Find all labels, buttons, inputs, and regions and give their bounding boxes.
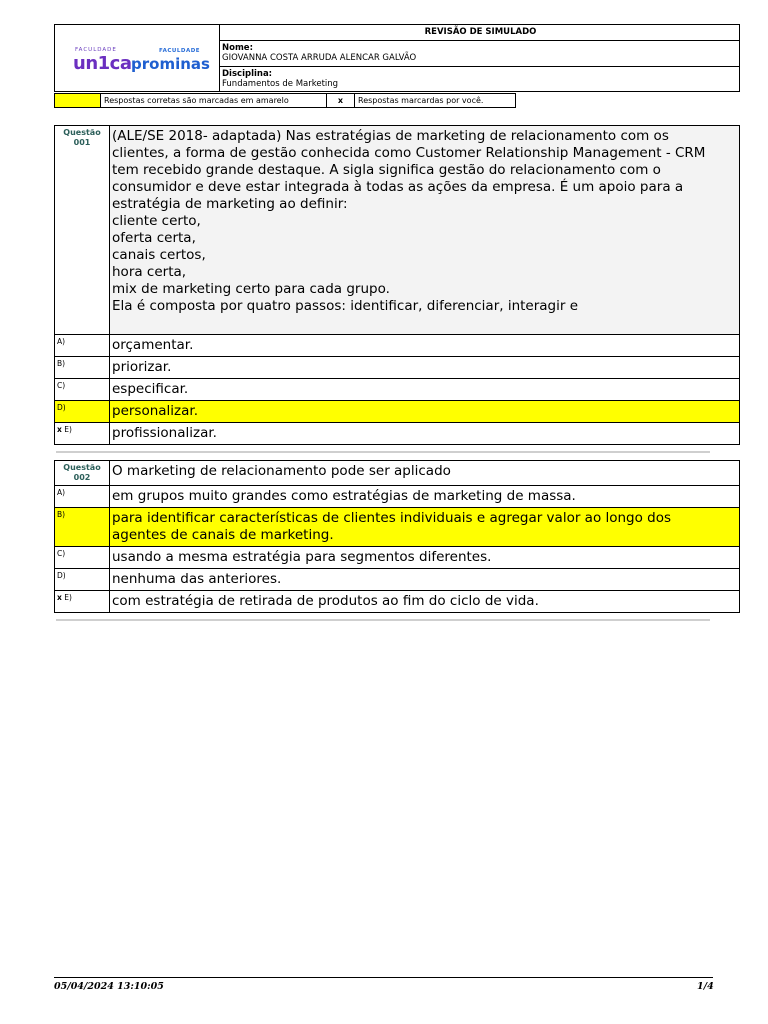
stem-line: Ela é composta por quatro passos: identificar, diferenciar, interagir e — [112, 298, 579, 314]
option-letter-text: E) — [64, 425, 72, 434]
option-letter-text: D) — [57, 571, 66, 580]
option-text: nenhuma das anteriores. — [110, 569, 740, 591]
option-letter — [55, 486, 110, 508]
option-text: em grupos muito grandes como estratégias de marketing de massa. — [110, 486, 740, 508]
logo-small-left: FACULDADE — [75, 47, 117, 53]
logo-cell — [55, 25, 220, 91]
question-number-cell — [55, 461, 110, 486]
option-text: priorizar. — [110, 357, 740, 379]
header-box — [54, 24, 740, 92]
question-stem — [110, 461, 740, 486]
option-text: com estratégia de retirada de produtos ao fim do ciclo de vida. — [110, 591, 740, 613]
legend-correct-text: Respostas corretas são marcadas em amarelo — [100, 93, 327, 108]
option-letter-text: A) — [57, 488, 66, 497]
stem-line: tem recebido grande destaque. A sigla significa gestão do relacionamento com o — [112, 162, 661, 178]
stem-line: mix de marketing certo para cada grupo. — [112, 281, 390, 297]
question-001 — [54, 125, 740, 445]
option-row-d-correct — [55, 401, 740, 423]
question-number: 002 — [73, 473, 91, 482]
question-separator — [56, 619, 710, 621]
option-row-c — [55, 379, 740, 401]
unica-prominas-logo — [73, 45, 210, 74]
stem-line: estratégia de marketing ao definir: — [112, 196, 348, 212]
legend-marked-symbol: x — [326, 93, 355, 108]
option-letter-text: E) — [64, 593, 72, 602]
option-text: orçamentar. — [110, 335, 740, 357]
option-text: profissionalizar. — [110, 423, 740, 445]
option-letter-text: A) — [57, 337, 66, 346]
option-text — [110, 508, 740, 547]
option-letter — [55, 591, 110, 613]
question-stem — [110, 126, 740, 335]
option-letter — [55, 379, 110, 401]
option-letter — [55, 569, 110, 591]
option-row-b — [55, 357, 740, 379]
option-text: personalizar. — [110, 401, 740, 423]
question-separator — [56, 451, 710, 453]
stem-line: consumidor e deve estar integrada à todas as ações da empresa. É um apoio para a — [112, 179, 684, 195]
logo-prominas: prominas — [131, 55, 210, 73]
logo-small-right: FACULDADE — [159, 48, 201, 54]
legend-correct-swatch — [54, 93, 101, 108]
stem-line: canais certos, — [112, 247, 206, 263]
footer-rule — [54, 977, 713, 978]
marked-indicator: x — [57, 425, 62, 434]
stem-line: O marketing de relacionamento pode ser aplicado — [112, 463, 451, 479]
footer-page-number: 1/4 — [697, 981, 714, 992]
option-letter — [55, 357, 110, 379]
question-number: 001 — [73, 138, 91, 147]
name-row — [220, 41, 739, 67]
discipline-label: Disciplina: — [222, 69, 273, 79]
option-row-d — [55, 569, 740, 591]
option-text-line: agentes de canais de marketing. — [112, 527, 334, 543]
option-row-e-marked — [55, 423, 740, 445]
option-letter — [55, 401, 110, 423]
option-row-b-correct — [55, 508, 740, 547]
name-label: Nome: — [222, 43, 253, 53]
option-text-line: para identificar características de clientes individuais e agregar valor ao longo dos — [112, 510, 672, 526]
question-number-cell — [55, 126, 110, 335]
option-letter — [55, 423, 110, 445]
option-letter — [55, 547, 110, 569]
option-letter-text: C) — [57, 549, 66, 558]
option-letter-text: B) — [57, 510, 66, 519]
option-letter-text: C) — [57, 381, 66, 390]
name-value: GIOVANNA COSTA ARRUDA ALENCAR GALVÃO — [222, 53, 417, 63]
legend-marked-text: Respostas marcardas por você. — [354, 93, 516, 108]
stem-line: cliente certo, — [112, 213, 201, 229]
option-letter — [55, 335, 110, 357]
option-text: usando a mesma estratégia para segmentos diferentes. — [110, 547, 740, 569]
option-row-e-marked — [55, 591, 740, 613]
footer-datetime: 05/04/2024 13:10:05 — [54, 981, 164, 992]
stem-line: oferta certa, — [112, 230, 196, 246]
logo-unica: un1ca — [73, 53, 132, 74]
option-row-a — [55, 486, 740, 508]
question-label: Questão — [63, 128, 101, 137]
discipline-row — [220, 67, 739, 91]
stem-line: hora certa, — [112, 264, 187, 280]
option-text: especificar. — [110, 379, 740, 401]
option-letter-text: D) — [57, 403, 66, 412]
option-row-c — [55, 547, 740, 569]
discipline-value: Fundamentos de Marketing — [222, 79, 339, 89]
marked-indicator: x — [57, 593, 62, 602]
option-letter-text: B) — [57, 359, 66, 368]
question-002 — [54, 460, 740, 613]
option-letter — [55, 508, 110, 547]
stem-line: clientes, a forma de gestão conhecida como Customer Relationship Management - CRM — [112, 145, 706, 161]
question-label: Questão — [63, 463, 101, 472]
page-title: REVISÃO DE SIMULADO — [220, 25, 739, 41]
option-row-a — [55, 335, 740, 357]
stem-line: (ALE/SE 2018- adaptada) Nas estratégias de marketing de relacionamento com os — [112, 128, 669, 144]
